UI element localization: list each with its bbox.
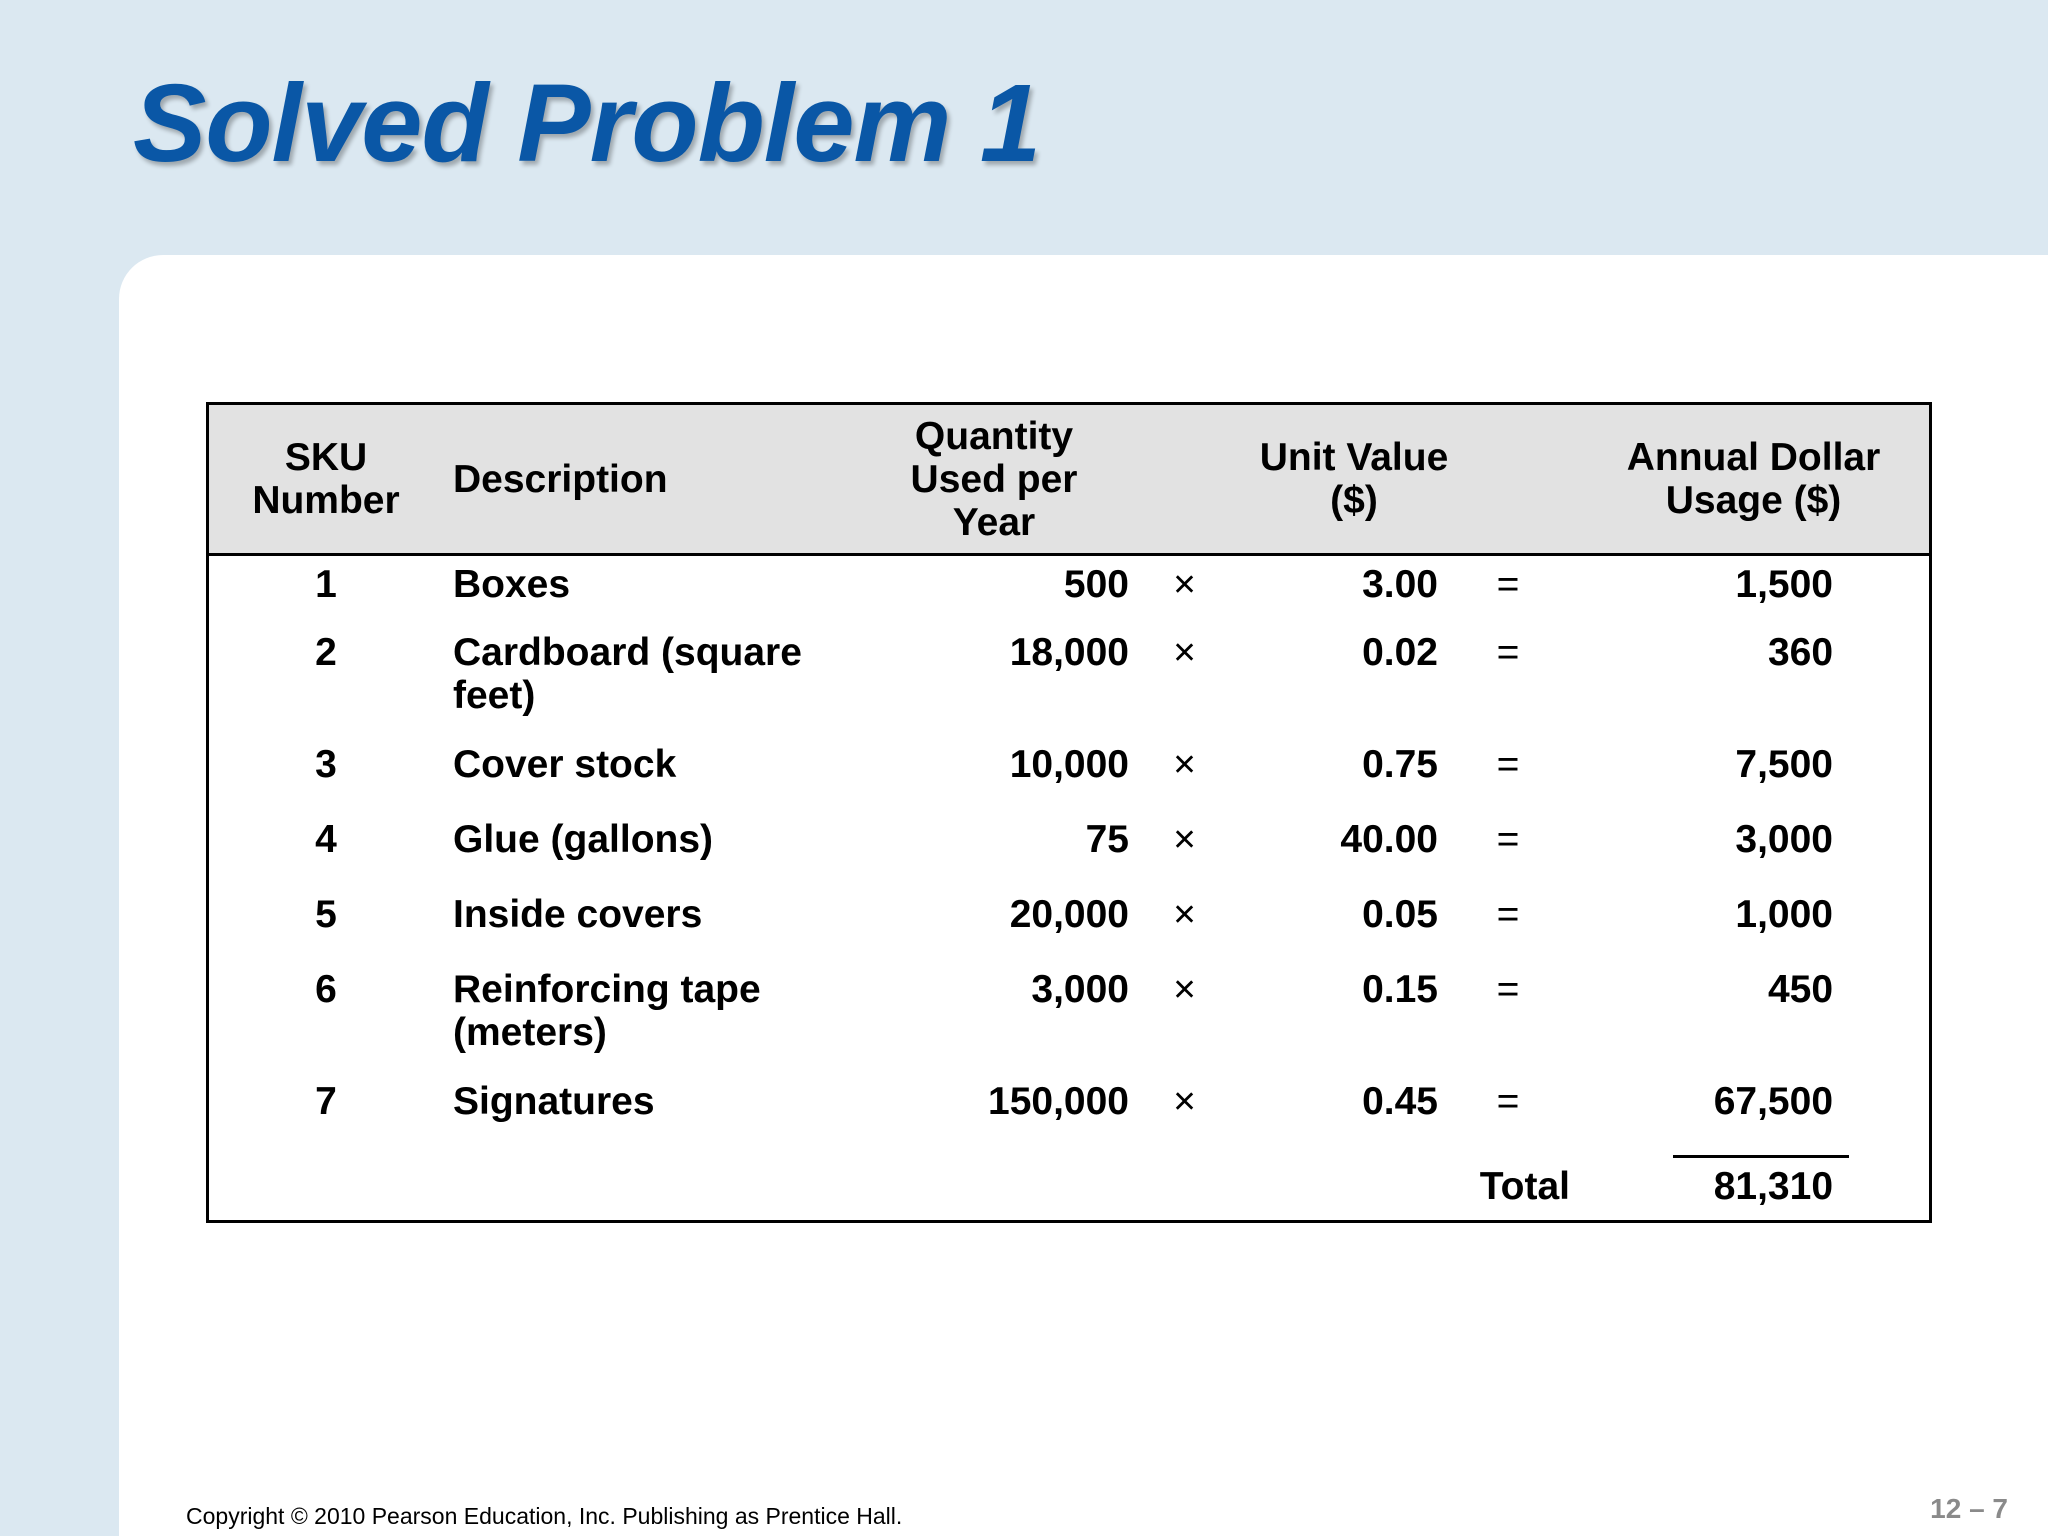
- description-line: Boxes: [453, 563, 571, 606]
- cell-unit-value: 0.05: [1362, 893, 1438, 936]
- equals-sign: =: [1496, 893, 1520, 936]
- times-sign: ×: [1173, 893, 1196, 936]
- cell-annual-usage: 450: [1767, 968, 1834, 1011]
- times-sign: ×: [1173, 563, 1196, 606]
- header-quantity-line: Year: [952, 500, 1036, 544]
- cell-quantity: 75: [1085, 818, 1129, 861]
- header-annual-usage-line: Usage ($): [1665, 479, 1842, 522]
- description-line: Signatures: [453, 1080, 655, 1123]
- slide-title: Solved Problem 1: [133, 62, 1041, 185]
- description-line: Reinforcing tape: [453, 968, 761, 1011]
- total-amount: 81,310: [1713, 1165, 1834, 1208]
- empty-cell: [1129, 1155, 1240, 1240]
- cell-sku: 7: [315, 1080, 337, 1123]
- times-sign: ×: [1173, 1080, 1196, 1123]
- times-sign: ×: [1173, 968, 1196, 1011]
- cell-quantity: 18,000: [1009, 631, 1129, 674]
- description-line: Cover stock: [453, 743, 677, 786]
- abc-analysis-table: [206, 402, 1932, 1223]
- times-sign: ×: [1173, 631, 1196, 674]
- header-quantity-line: Used per: [910, 457, 1078, 501]
- table-row: [209, 1080, 1929, 1155]
- header-annual-usage-line: Annual Dollar: [1626, 436, 1881, 479]
- total-row: [209, 1155, 1929, 1240]
- cell-sku: 6: [315, 968, 337, 1011]
- header-sku-line: Number: [252, 479, 400, 522]
- cell-unit-value: 0.45: [1362, 1080, 1438, 1123]
- description-line: Inside covers: [453, 893, 703, 936]
- cell-quantity: 3,000: [1031, 968, 1129, 1011]
- header-description-line: Description: [453, 457, 668, 501]
- equals-sign: =: [1496, 818, 1520, 861]
- header-sku-line: SKU: [284, 436, 368, 479]
- equals-sign: =: [1496, 743, 1520, 786]
- total-rule: [1673, 1155, 1849, 1158]
- equals-sign: =: [1496, 631, 1520, 674]
- cell-description: [443, 968, 859, 1080]
- cell-annual-usage: 67,500: [1713, 1080, 1834, 1123]
- header-unit-value-line: Unit Value: [1259, 436, 1449, 479]
- total-value: [1578, 1155, 1929, 1240]
- table-row: [209, 818, 1929, 893]
- cell-quantity: 20,000: [1009, 893, 1129, 936]
- header-row: [209, 405, 1929, 555]
- cell-description: [443, 893, 859, 968]
- cell-description: [443, 555, 859, 632]
- equals-sign: =: [1496, 563, 1520, 606]
- description-line: Glue (gallons): [453, 818, 714, 861]
- cell-annual-usage: 7,500: [1735, 743, 1834, 786]
- header-sku: [209, 405, 443, 555]
- abc-table: [209, 405, 1929, 1240]
- page-number: 12 – 7: [1930, 1493, 2008, 1524]
- equals-sign: =: [1496, 968, 1520, 1011]
- total-label: Total: [1479, 1165, 1571, 1208]
- cell-description: [443, 818, 859, 893]
- empty-cell: [859, 1155, 1129, 1240]
- cell-unit-value: 40.00: [1340, 818, 1438, 861]
- cell-quantity: 500: [1063, 563, 1129, 606]
- cell-sku: 3: [315, 743, 337, 786]
- cell-sku: 2: [315, 631, 337, 674]
- cell-description: [443, 1080, 859, 1155]
- cell-unit-value: 3.00: [1362, 563, 1438, 606]
- cell-sku: 1: [315, 563, 337, 606]
- cell-quantity: 10,000: [1009, 743, 1129, 786]
- empty-cell: [443, 1155, 859, 1240]
- table-row: [209, 555, 1929, 632]
- header-quantity-line: Quantity: [914, 414, 1074, 458]
- table-row: [209, 893, 1929, 968]
- empty-cell: [209, 1155, 443, 1240]
- cell-unit-value: 0.75: [1362, 743, 1438, 786]
- times-sign: ×: [1173, 743, 1196, 786]
- cell-unit-value: 0.15: [1362, 968, 1438, 1011]
- cell-description: [443, 631, 859, 743]
- header-quantity: [859, 405, 1129, 555]
- table-row: [209, 743, 1929, 818]
- copyright-footer: Copyright © 2010 Pearson Education, Inc. Publishing as Prentice Hall.: [186, 1503, 903, 1529]
- cell-description: [443, 743, 859, 818]
- cell-unit-value: 0.02: [1362, 631, 1438, 674]
- cell-sku: 5: [315, 893, 337, 936]
- description-line: Cardboard: [453, 631, 651, 674]
- description-line: (square feet): [453, 631, 802, 717]
- header-spacer: [1129, 405, 1240, 555]
- description-line: (meters): [453, 1011, 607, 1054]
- cell-sku: 4: [315, 818, 337, 861]
- header-description: [443, 405, 859, 555]
- cell-annual-usage: 360: [1767, 631, 1834, 674]
- table-row: [209, 968, 1929, 1080]
- table-row: [209, 631, 1929, 743]
- times-sign: ×: [1173, 818, 1196, 861]
- header-unit-value: [1240, 405, 1578, 555]
- header-annual-usage: [1578, 405, 1929, 555]
- equals-sign: =: [1496, 1080, 1520, 1123]
- cell-annual-usage: 1,000: [1735, 893, 1834, 936]
- cell-quantity: 150,000: [988, 1080, 1129, 1123]
- cell-annual-usage: 1,500: [1735, 563, 1834, 606]
- header-unit-value-line: ($): [1330, 479, 1378, 522]
- cell-annual-usage: 3,000: [1735, 818, 1834, 861]
